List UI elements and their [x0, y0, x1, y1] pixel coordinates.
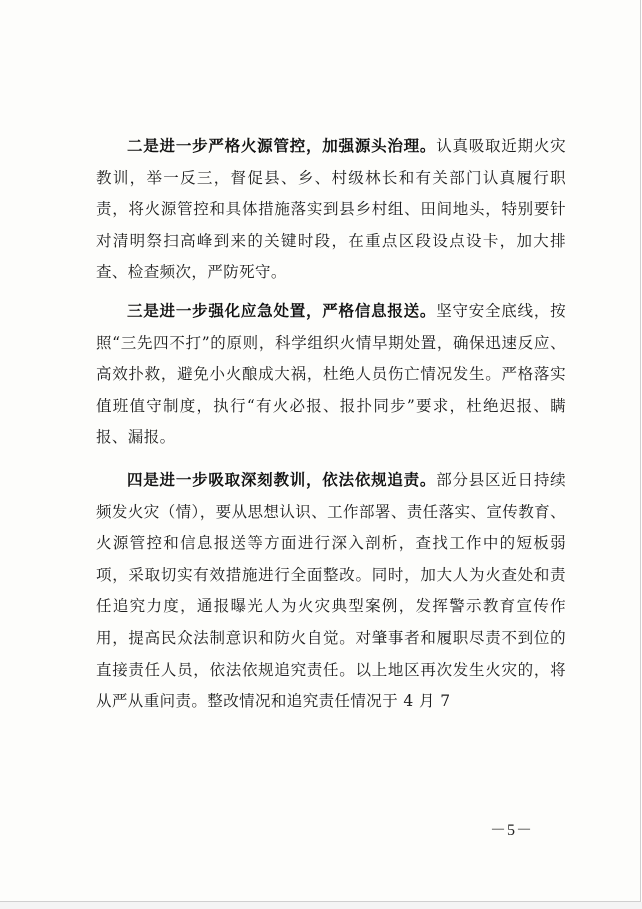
page-number: －5－	[490, 822, 534, 839]
paragraph-lead: 二是进一步严格火源管控，加强源头治理。	[127, 136, 437, 155]
paragraph-text: 认真吸取近期火灾教训，举一反三，督促县、乡、村级林长和有关部门认真履行职责，将火源管控和具体措施落实到县乡村组、田间地头，特别要针对清明祭扫高峰到来的关键时段，在重点区段设点设卡，加大排查、检查频次，严防死守。	[96, 137, 566, 282]
paragraph-accountability	[96, 464, 566, 718]
page-bottom-edge	[0, 902, 642, 909]
paragraph-lead: 四是进一步吸取深刻教训，依法依规追责。	[127, 469, 437, 489]
document-body	[96, 130, 566, 724]
paragraph-text: 坚守安全底线，按照“三先四不打”的原则，科学组织火情早期处置，确保迅速反应、高效扑救，避免小火酿成大祸，杜绝人员伤亡情况发生。严格落实值班值守制度，执行“有火必报、报扑同步”要求，杜绝迟报、瞒报、漏报。	[96, 301, 566, 447]
paragraph-fire-source-control	[96, 130, 566, 289]
paragraph-lead: 三是进一步强化应急处置，严格信息报送。	[127, 300, 437, 320]
paragraph-emergency-response	[96, 295, 566, 454]
paragraph-text: 部分县区近日持续频发火灾（情），要从思想认识、工作部署、责任落实、宣传教育、火源管控和信息报送等方面进行深入剖析，查找工作中的短板弱项，采取切实有效措施进行全面整改。同时，加大人为火查处和责任追究力度，通报曝光人为火灾典型案例，发挥警示教育宣传作用，提高民众法制意识和防火自觉。对肇事者和履职尽责不到位的直接责任人员，依法依规追究责任。以上地区再次发生火灾的，将从严从重问责。整改情况和追究责任情况于 4 月 7	[96, 470, 566, 711]
